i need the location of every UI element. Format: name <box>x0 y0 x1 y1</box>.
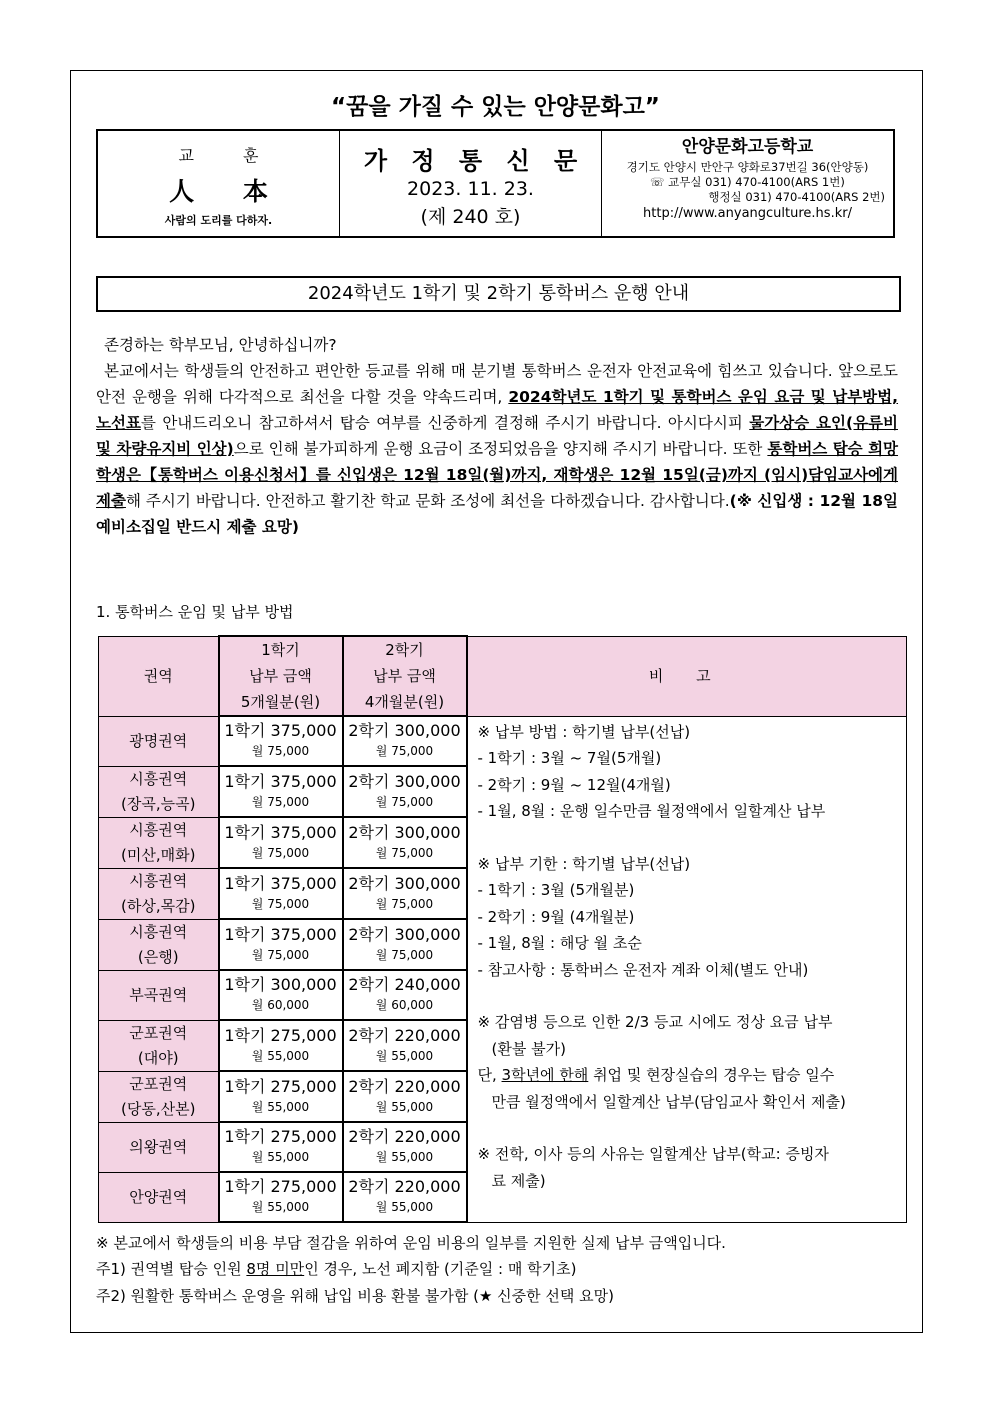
doc-issue: (제 240 호) <box>420 206 521 228</box>
semester1-amount: 1학기 375,000 월 75,000 <box>219 766 343 817</box>
region-cell: 시흥권역 (미산,매화) <box>99 817 219 868</box>
semester2-amount: 2학기 220,000 월 55,000 <box>343 1122 467 1172</box>
table-row <box>99 716 907 766</box>
region-cell: 시흥권역 (장곡,능곡) <box>99 766 219 817</box>
school-info-cell <box>602 131 893 236</box>
semester1-amount: 1학기 375,000 월 75,000 <box>219 919 343 970</box>
para-text-4: 해 주시기 바랍니다. 안전하고 활기찬 학교 문화 조성에 최선을 다하겠습니다. 감사합니다. <box>125 492 730 510</box>
para-text-1: 본교에서는 학생들의 안전하고 편안한 등교를 위해 매 분기별 통학버스 운전자 안전교육에 힘쓰고 있습니다. 앞으로도 안전 운행을 위해 다각적으로 최선을 다할 것을 약속드리며, <box>96 362 898 406</box>
semester1-amount: 1학기 275,000 월 55,000 <box>219 1172 343 1222</box>
region-cell: 시흥권역 (은행) <box>99 919 219 970</box>
semester2-amount: 2학기 300,000 월 75,000 <box>343 766 467 817</box>
footnote-2: 주2) 원활한 통학버스 운영을 위해 납입 비용 환불 불가함 (★ 신중한 선택 요망) <box>96 1287 614 1305</box>
greeting: 존경하는 학부모님, 안녕하십니까? <box>104 336 337 354</box>
semester2-amount: 2학기 300,000 월 75,000 <box>343 817 467 868</box>
region-cell: 군포권역 (당동,산본) <box>99 1071 219 1122</box>
school-phone-2: 행정실 031) 470-4100(ARS 2번) <box>708 190 885 204</box>
header-semester1: 1학기 납부 금액 5개월분(원) <box>219 636 343 716</box>
semester1-amount: 1학기 375,000 월 75,000 <box>219 817 343 868</box>
motto-subtitle: 사람의 도리를 다하자. <box>164 214 273 227</box>
doc-title-cell <box>340 131 602 236</box>
semester1-amount: 1학기 300,000 월 60,000 <box>219 970 343 1020</box>
para-note-freshmen: (※ 신입생 : 12월 18일 예비소집일 반드시 제출 요망) <box>96 492 898 536</box>
letter-header <box>96 129 895 238</box>
fee-table <box>98 635 907 1223</box>
semester1-amount: 1학기 375,000 월 75,000 <box>219 868 343 919</box>
para-emphasis-deadline: 통학버스 탑승 희망 학생은【통학버스 이용신청서】를 신입생은 12월 18일(월)까지, 재학생은 12월 15일(금)까지 (임시)담임교사에게 제출 <box>96 440 899 510</box>
doc-date: 2023. 11. 23. <box>407 178 534 200</box>
motto-cell <box>98 131 340 236</box>
semester1-amount: 1학기 275,000 월 55,000 <box>219 1122 343 1172</box>
region-cell: 시흥권역 (하상,목감) <box>99 868 219 919</box>
footnote-1-emphasis: 8명 미만 <box>246 1260 305 1278</box>
region-cell: 군포권역 (대야) <box>99 1020 219 1071</box>
section-heading: 1. 통학버스 운임 및 납부 방법 <box>96 603 294 621</box>
school-address: 경기도 안양시 만안구 양화로37번길 36(안양동) <box>626 160 869 174</box>
semester1-amount: 1학기 375,000 월 75,000 <box>219 716 343 766</box>
semester2-amount: 2학기 300,000 월 75,000 <box>343 919 467 970</box>
letter-body <box>96 332 898 540</box>
semester2-amount: 2학기 220,000 월 55,000 <box>343 1172 467 1222</box>
slogan: “꿈을 가질 수 있는 안양문화고” <box>331 94 660 120</box>
header-semester2: 2학기 납부 금액 4개월분(원) <box>343 636 467 716</box>
doc-title: 가 정 통 신 문 <box>363 147 586 175</box>
para-text-2: 를 안내드리오니 참고하셔서 탑승 여부를 신중하게 결정해 주시기 바랍니다. 아시다시피 <box>140 414 750 432</box>
school-url[interactable]: http://www.anyangculture.hs.kr/ <box>643 206 852 221</box>
footnote-subsidy: ※ 본교에서 학생들의 비용 부담 절감을 위하여 운임 비용의 일부를 지원한 실제 납부 금액입니다. <box>96 1234 726 1252</box>
notice-title: 2024학년도 1학기 및 2학기 통학버스 운행 안내 <box>96 276 901 312</box>
region-cell: 의왕권역 <box>99 1122 219 1172</box>
semester2-amount: 2학기 220,000 월 55,000 <box>343 1020 467 1071</box>
motto-label: 교 훈 <box>178 146 281 165</box>
main-paragraph <box>96 358 898 540</box>
region-cell: 광명권역 <box>99 716 219 766</box>
footnote-1: 주1) 권역별 탑승 인원 8명 미만인 경우, 노선 폐지함 (기준일 : 매 학기초) <box>96 1260 577 1278</box>
semester2-amount: 2학기 300,000 월 75,000 <box>343 868 467 919</box>
semester1-amount: 1학기 275,000 월 55,000 <box>219 1071 343 1122</box>
school-phone-1: ☏ 교무실 031) 470-4100(ARS 1번) <box>650 175 845 189</box>
para-emphasis-price: 물가상승 요인(유류비 및 차량유지비 인상) <box>96 414 898 458</box>
motto: 人 本 <box>169 177 288 206</box>
region-cell: 부곡권역 <box>99 970 219 1020</box>
para-text-3: 으로 인해 불가피하게 운행 요금이 조정되었음을 양지해 주시기 바랍니다. 또한 <box>233 440 768 458</box>
header-region: 권역 <box>99 636 219 716</box>
semester1-amount: 1학기 275,000 월 55,000 <box>219 1020 343 1071</box>
semester2-amount: 2학기 300,000 월 75,000 <box>343 716 467 766</box>
payment-notes: ※ 납부 방법 : 학기별 납부(선납) - 1학기 : 3월 ~ 7월(5개월) - 2학기 : 9월 ~ 12월(4개월) - 1월, 8월 : 운행 일수만큼 월정액에서 일할계산 납부 ※ 납부 기한 : 학기별 납부(선납) - 1학기 : 3월 (5개월분) - 2학기 : 9월 (4개월분) - 1월, 8월 : 해당 월 초순 - 참고사항 : 통학버스 운전자 계좌 이체(별도 안내) ※ 감염병 등으로 인한 2/3 등교 시에도 정상 요금 납부 (환불 불가) 단, 3학년에 한해 취업 및 현장실습의 경우는 탑승 일수 만큼 월정액에서 일할계산 납부(담임교사 확인서 제출) ※ 전학, 이사 등의 사유는 일할계산 납부(학교: 증빙자 료 제출) <box>467 716 907 1222</box>
header-note: 비 고 <box>467 636 907 716</box>
semester2-amount: 2학기 220,000 월 55,000 <box>343 1071 467 1122</box>
semester2-amount: 2학기 240,000 월 60,000 <box>343 970 467 1020</box>
para-emphasis-fees: 2024학년도 1학기 및 통학버스 운임 요금 및 납부방법, 노선표 <box>96 388 899 432</box>
region-cell: 안양권역 <box>99 1172 219 1222</box>
school-name: 안양문화고등학교 <box>681 137 814 157</box>
